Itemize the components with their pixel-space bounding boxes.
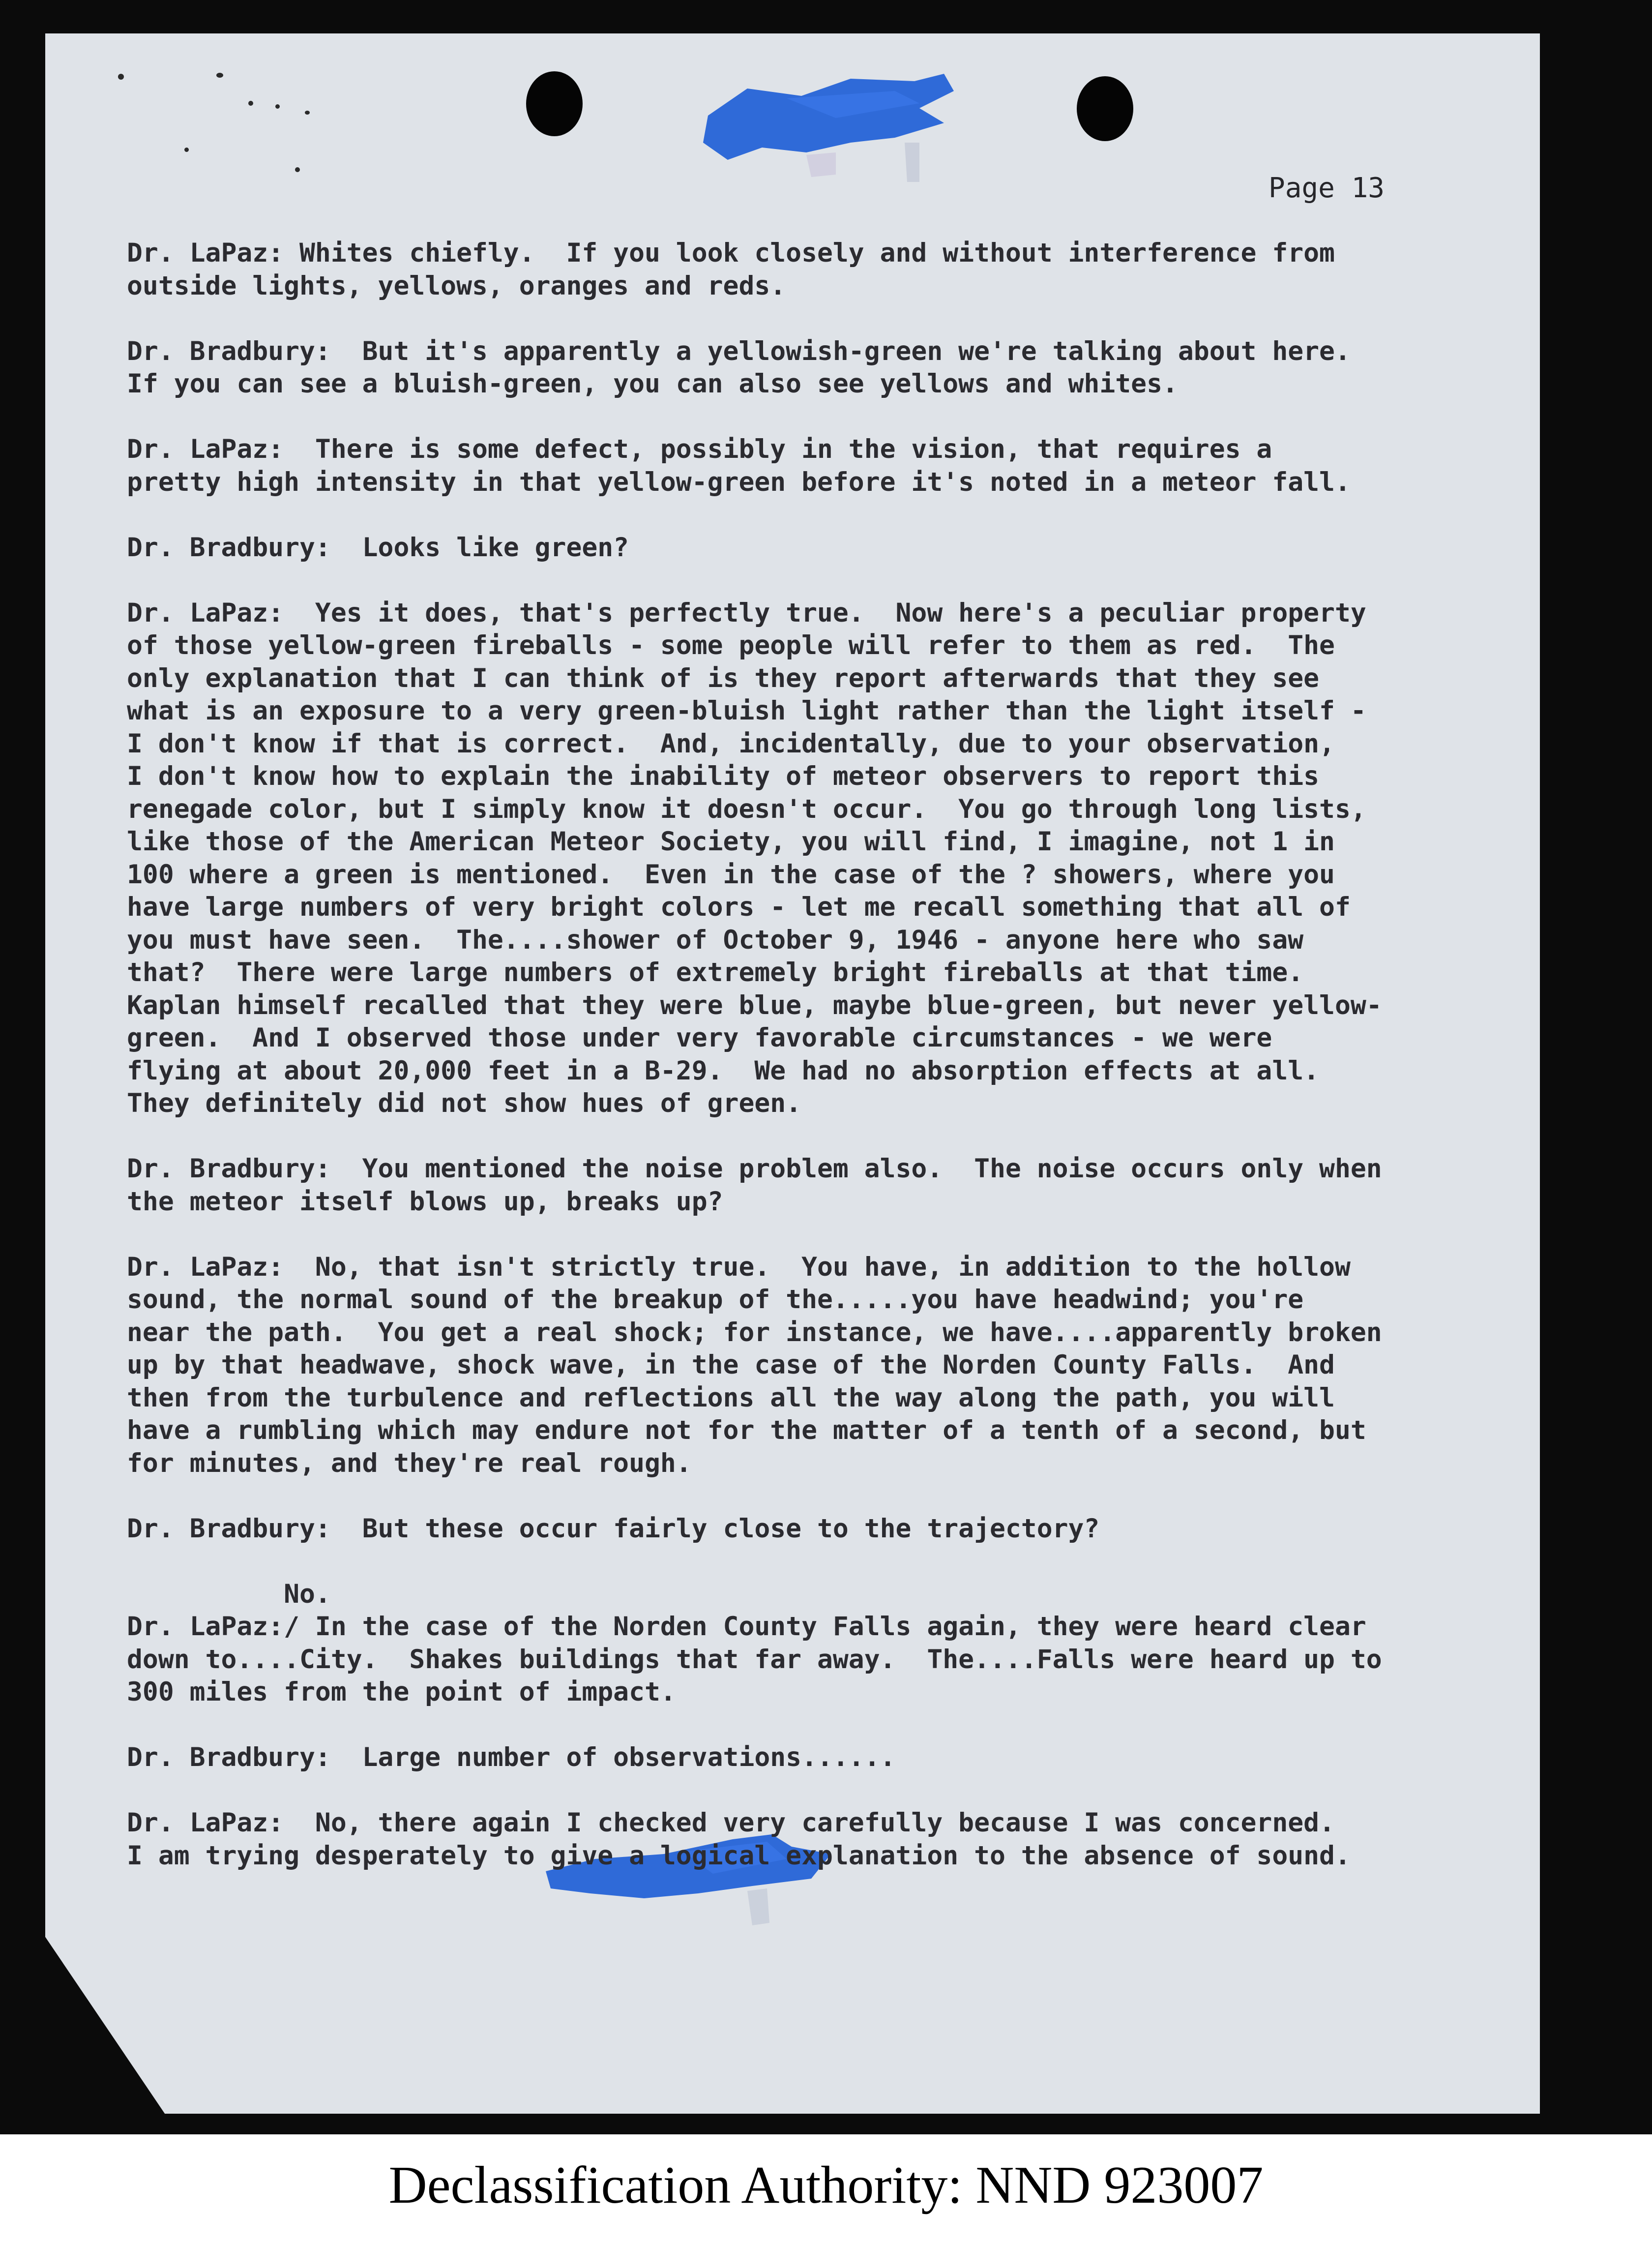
transcript-line: have a rumbling which may endure not for the matter of a tenth of a second, but: [127, 1415, 1366, 1445]
transcript-line: up by that headwave, shock wave, in the case of the Norden County Falls. And: [127, 1350, 1335, 1380]
transcript-line: I am trying desperately to give a logical explanation to the absence of sound.: [127, 1840, 1351, 1871]
exchange-10: [127, 1807, 1454, 1872]
transcript-line: outside lights, yellows, oranges and reds.: [127, 270, 786, 301]
transcript-line: Dr. Bradbury: You mentioned the noise problem also. The noise occurs only when: [127, 1154, 1382, 1184]
declassification-authority: Declassification Authority: NND 923007: [388, 2156, 1264, 2215]
transcript-line: that? There were large numbers of extremely bright fireballs at that time.: [127, 958, 1304, 988]
transcript-line: pretty high intensity in that yellow-green before it's noted in a meteor fall.: [127, 467, 1351, 497]
dust-speck: [248, 101, 253, 106]
transcript-line: No.: [127, 1579, 331, 1609]
transcript-line: If you can see a bluish-green, you can also see yellows and whites.: [127, 369, 1178, 399]
exchange-7: [127, 1513, 1454, 1546]
transcript-line: for minutes, and they're real rough.: [127, 1448, 692, 1478]
exchange-8: [127, 1578, 1454, 1709]
exchange-5: [127, 1153, 1454, 1218]
redaction-mark-top: [688, 69, 964, 197]
footer-bar: [0, 2134, 1652, 2245]
transcript-line: Dr. LaPaz: There is some defect, possibly in the vision, that requires a: [127, 434, 1272, 464]
transcript-line: have large numbers of very bright colors - let me recall something that all of: [127, 892, 1351, 922]
transcript-line: 100 where a green is mentioned. Even in the case of the ? showers, where you: [127, 859, 1335, 890]
exchange-3: [127, 532, 1454, 565]
page-number: Page 13: [1268, 172, 1385, 204]
transcript-line: you must have seen. The....shower of October 9, 1946 - anyone here who saw: [127, 925, 1304, 955]
punch-hole-right: [1077, 76, 1133, 141]
transcript-line: 300 miles from the point of impact.: [127, 1677, 676, 1707]
transcript-line: what is an exposure to a very green-bluish light rather than the light itself -: [127, 696, 1366, 726]
exchange-0: [127, 237, 1454, 302]
transcript-line: flying at about 20,000 feet in a B-29. We had no absorption effects at all.: [127, 1055, 1320, 1086]
exchange-1: [127, 335, 1454, 401]
dust-speck: [216, 73, 223, 78]
transcript-line: down to....City. Shakes buildings that far away. The....Falls were heard up to: [127, 1644, 1382, 1675]
transcript-line: then from the turbulence and reflections all the way along the path, you will: [127, 1382, 1335, 1413]
transcript-line: They definitely did not show hues of green.: [127, 1088, 802, 1118]
transcript-line: Dr. Bradbury: But it's apparently a yellowish-green we're talking about here.: [127, 336, 1351, 366]
transcript-line: Dr. LaPaz: Yes it does, that's perfectly true. Now here's a peculiar property: [127, 598, 1366, 628]
dust-speck: [275, 104, 280, 109]
transcript-line: Dr. LaPaz: No, there again I checked very carefully because I was concerned.: [127, 1808, 1335, 1838]
transcript-line: like those of the American Meteor Society, you will find, I imagine, not 1 in: [127, 827, 1335, 857]
transcript-line: Dr. Bradbury: But these occur fairly close to the trajectory?: [127, 1513, 1100, 1544]
exchange-6: [127, 1251, 1454, 1480]
transcript-line: green. And I observed those under very favorable circumstances - we were: [127, 1023, 1272, 1053]
punch-hole-left: [526, 71, 583, 136]
dust-speck: [118, 74, 124, 80]
transcript-line: I don't know how to explain the inability of meteor observers to report this: [127, 761, 1320, 791]
transcript-body: [127, 237, 1454, 1905]
transcript-line: near the path. You get a real shock; for instance, we have....apparently broken: [127, 1317, 1382, 1347]
exchange-9: [127, 1741, 1454, 1774]
transcript-line: sound, the normal sound of the breakup of the.....you have headwind; you're: [127, 1285, 1304, 1315]
transcript-line: Dr. LaPaz:/ In the case of the Norden County Falls again, they were heard clear: [127, 1612, 1366, 1642]
transcript-line: renegade color, but I simply know it doesn't occur. You go through long lists,: [127, 794, 1366, 824]
transcript-line: Dr. Bradbury: Large number of observations......: [127, 1742, 896, 1772]
transcript-line: of those yellow-green fireballs - some people will refer to them as red. The: [127, 630, 1335, 660]
exchange-4: [127, 597, 1454, 1120]
transcript-line: Kaplan himself recalled that they were blue, maybe blue-green, but never yellow-: [127, 990, 1382, 1020]
dust-speck: [184, 148, 189, 152]
dust-speck: [305, 111, 310, 115]
exchange-2: [127, 433, 1454, 499]
transcript-line: Dr. Bradbury: Looks like green?: [127, 532, 629, 563]
transcript-line: I don't know if that is correct. And, incidentally, due to your observation,: [127, 728, 1335, 759]
transcript-line: Dr. LaPaz: No, that isn't strictly true. You have, in addition to the hollow: [127, 1252, 1351, 1282]
transcript-line: Dr. LaPaz: Whites chiefly. If you look closely and without interference from: [127, 238, 1335, 268]
transcript-line: only explanation that I can think of is they report afterwards that they see: [127, 663, 1320, 693]
dust-speck: [295, 167, 300, 172]
transcript-line: the meteor itself blows up, breaks up?: [127, 1186, 723, 1217]
